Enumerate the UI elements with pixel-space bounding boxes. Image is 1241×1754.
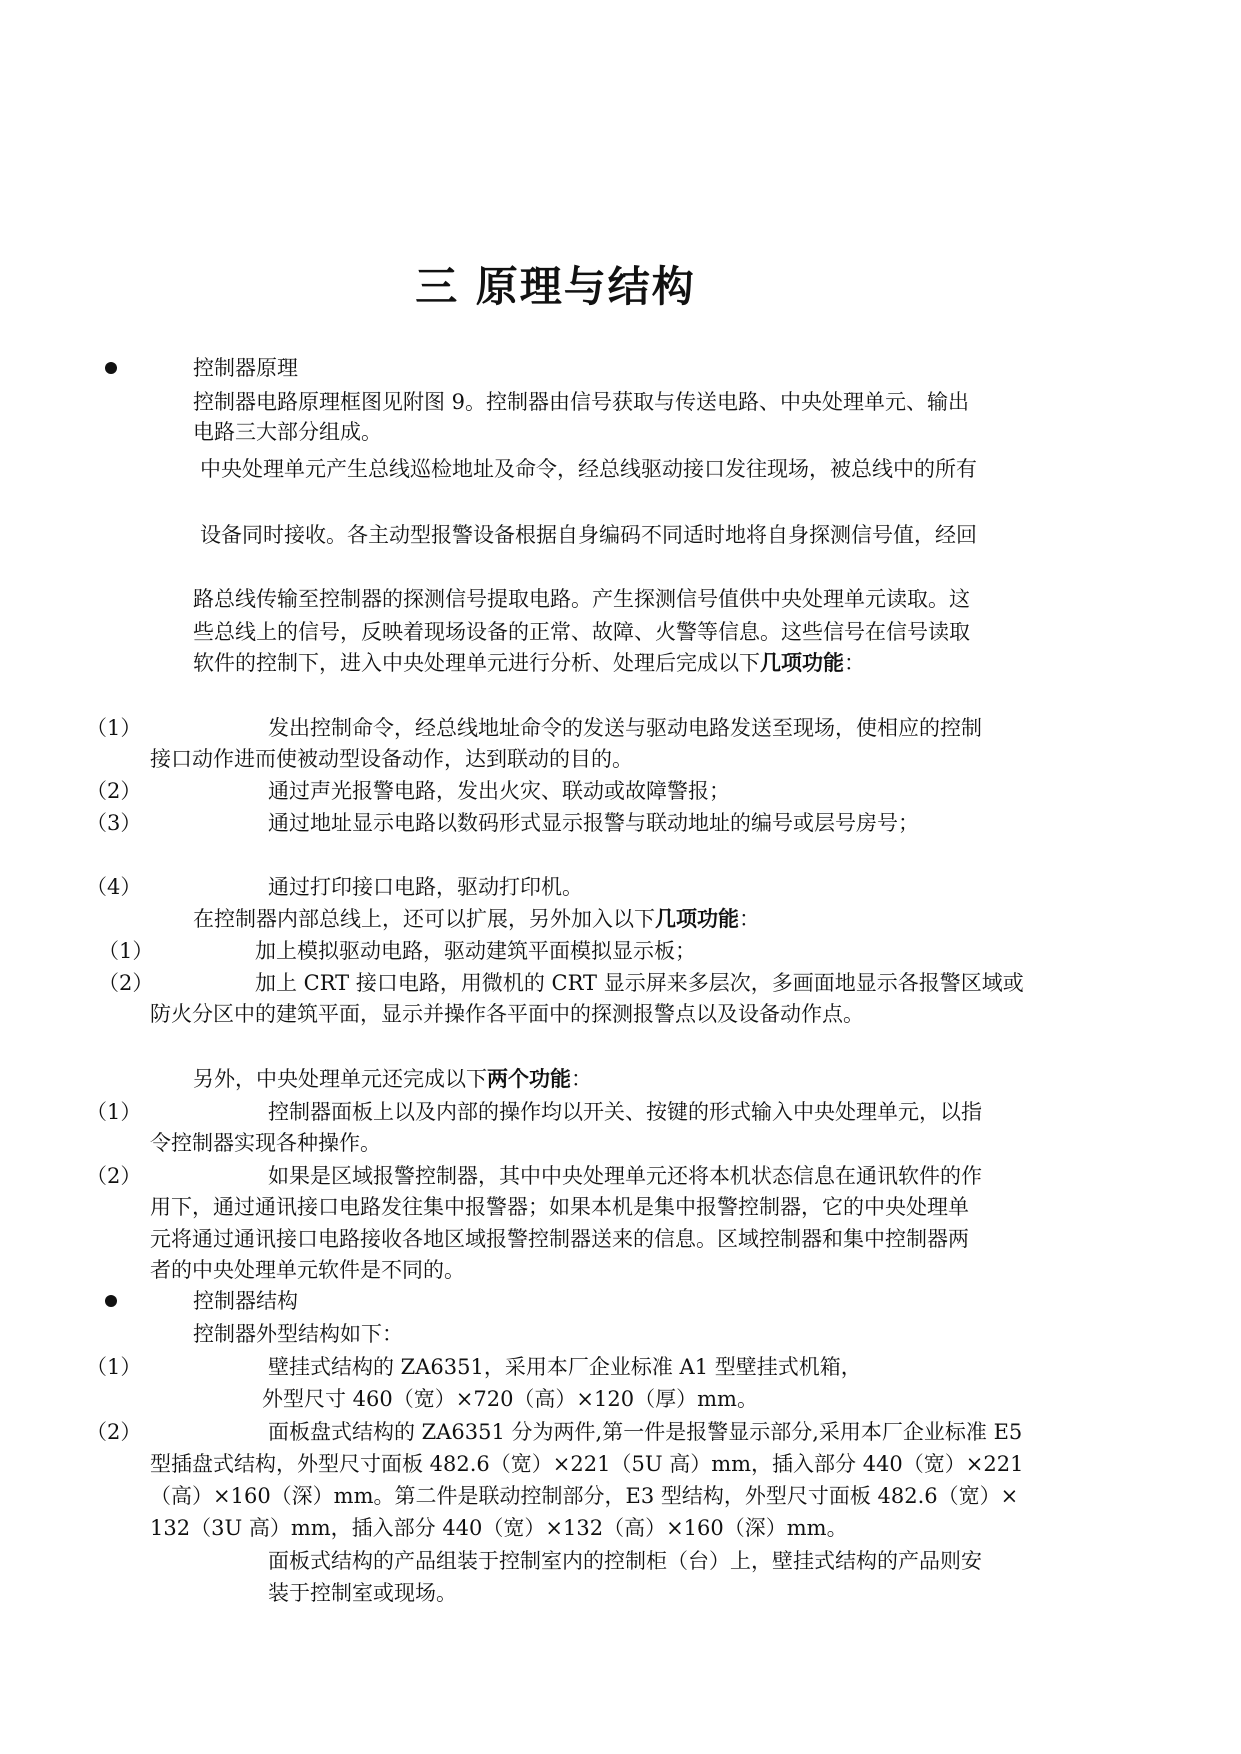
text-run: 软件的控制下，进入中央处理单元进行分析、处理后完成以下 <box>193 651 760 675</box>
list-item-text: 通过打印接口电路，驱动打印机。 <box>268 875 583 899</box>
paragraph-line: 控制器外型结构如下： <box>193 1322 403 1346</box>
paragraph-line: 面板式结构的产品组装于控制室内的控制柜（台）上，壁挂式结构的产品则安 <box>268 1549 982 1573</box>
list-number: （1） <box>98 939 154 963</box>
text-run: 另外，中央处理单元还完成以下 <box>193 1067 487 1091</box>
emphasis-text: 两个功能 <box>487 1067 571 1091</box>
paragraph-line: 控制器电路原理框图见附图 9。控制器由信号获取与传送电路、中央处理单元、输出 <box>193 390 970 414</box>
paragraph-line: 路总线传输至控制器的探测信号提取电路。产生探测信号值供中央处理单元读取。这 <box>193 587 970 611</box>
list-item-text: 控制器面板上以及内部的操作均以开关、按键的形式输入中央处理单元，以指 <box>268 1100 982 1124</box>
section-heading: 控制器结构 <box>193 1289 298 1313</box>
list-item-text: 型插盘式结构，外型尺寸面板 482.6（宽）×221（5U 高）mm，插入部分 440（宽）×221 <box>150 1452 1024 1476</box>
text-run: ： <box>844 651 865 675</box>
list-item-text: 防火分区中的建筑平面，显示并操作各平面中的探测报警点以及设备动作点。 <box>150 1002 864 1026</box>
bullet-icon <box>105 1295 117 1307</box>
list-number: （4） <box>86 875 142 899</box>
list-number: （1） <box>86 1100 142 1124</box>
emphasis-text: 几项功能 <box>760 651 844 675</box>
text-run: 在控制器内部总线上，还可以扩展，另外加入以下 <box>193 907 655 931</box>
list-item-text: （高）×160（深）mm。第二件是联动控制部分，E3 型结构，外型尺寸面板 482.6（宽）× <box>150 1484 1019 1508</box>
paragraph-line: 电路三大部分组成。 <box>193 420 382 444</box>
list-item-text: 者的中央处理单元软件是不同的。 <box>150 1258 465 1282</box>
list-item-text: 加上 CRT 接口电路，用微机的 CRT 显示屏来多层次，多画面地显示各报警区域或 <box>255 971 1024 995</box>
list-item-text: 通过声光报警电路，发出火灾、联动或故障警报； <box>268 779 730 803</box>
paragraph-line: 中央处理单元产生总线巡检地址及命令，经总线驱动接口发往现场，被总线中的所有 <box>200 457 977 481</box>
paragraph-line <box>193 1064 592 1094</box>
list-item-text: 元将通过通讯接口电路接收各地区域报警控制器送来的信息。区域控制器和集中控制器两 <box>150 1227 969 1251</box>
page-title: 三 原理与结构 <box>415 262 696 311</box>
paragraph-line <box>193 648 865 678</box>
list-number: （1） <box>86 716 142 740</box>
list-item-text: 132（3U 高）mm，插入部分 440（宽）×132（高）×160（深）mm。 <box>150 1516 848 1540</box>
list-item-text: 面板盘式结构的 ZA6351 分为两件,第一件是报警显示部分,采用本厂企业标准 E5 <box>268 1420 1023 1444</box>
list-item-text: 加上模拟驱动电路，驱动建筑平面模拟显示板； <box>255 939 696 963</box>
list-number: （2） <box>86 1420 142 1444</box>
list-item-text: 通过地址显示电路以数码形式显示报警与联动地址的编号或层号房号； <box>268 811 919 835</box>
text-run: ： <box>739 907 760 931</box>
list-item-text: 接口动作进而使被动型设备动作，达到联动的目的。 <box>150 747 633 771</box>
text-run: ： <box>571 1067 592 1091</box>
list-number: （2） <box>86 1164 142 1188</box>
paragraph-line: 装于控制室或现场。 <box>268 1581 457 1605</box>
list-item-text: 令控制器实现各种操作。 <box>150 1131 381 1155</box>
list-number: （2） <box>98 971 154 995</box>
emphasis-text: 几项功能 <box>655 907 739 931</box>
list-number: （2） <box>86 779 142 803</box>
paragraph-line: 设备同时接收。各主动型报警设备根据自身编码不同适时地将自身探测信号值，经回 <box>200 523 977 547</box>
paragraph-line <box>193 904 760 934</box>
list-item-text: 用下，通过通讯接口电路发往集中报警器；如果本机是集中报警控制器，它的中央处理单 <box>150 1195 969 1219</box>
bullet-icon <box>105 362 117 374</box>
paragraph-line: 些总线上的信号，反映着现场设备的正常、故障、火警等信息。这些信号在信号读取 <box>193 620 970 644</box>
list-item-text: 如果是区域报警控制器，其中中央处理单元还将本机状态信息在通讯软件的作 <box>268 1164 982 1188</box>
section-heading: 控制器原理 <box>193 356 298 380</box>
list-item-text: 外型尺寸 460（宽）×720（高）×120（厚）mm。 <box>262 1387 758 1411</box>
list-item-text: 发出控制命令，经总线地址命令的发送与驱动电路发送至现场，使相应的控制 <box>268 716 982 740</box>
list-number: （3） <box>86 811 142 835</box>
list-item-text: 壁挂式结构的 ZA6351，采用本厂企业标准 A1 型壁挂式机箱， <box>268 1355 862 1379</box>
list-number: （1） <box>86 1355 142 1379</box>
